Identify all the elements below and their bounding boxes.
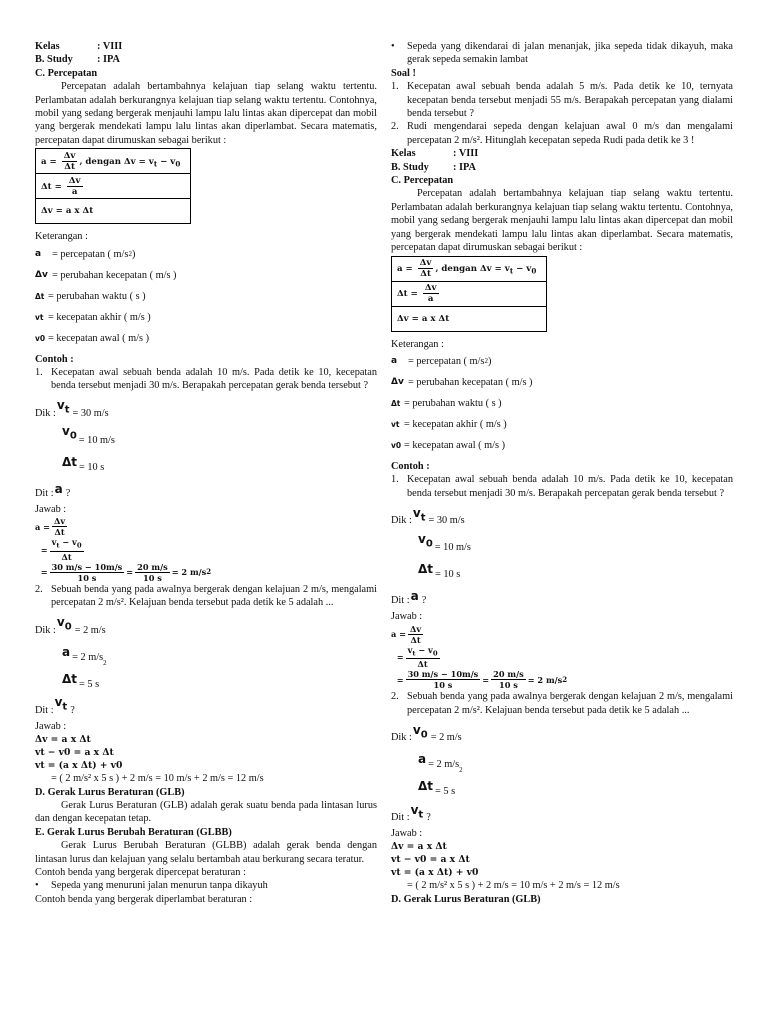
right-column xyxy=(391,40,733,906)
example-1: 1. Kecepatan awal sebuah benda adalah 10 m/s. Pada detik ke 10, kecepatan benda tersebut menjadi 30 m/s. Berapakah percepatan gerak benda tersebut ? xyxy=(35,367,377,392)
legend-item: v0 = kecepatan awal ( m/s ) xyxy=(35,332,150,344)
symbol-dv: Δv xyxy=(391,377,404,388)
symbol-vt: vt xyxy=(391,419,400,429)
ex2-result: = ( 2 m/s² x 5 s ) + 2 m/s = 10 m/s + 2 m/s = 12 m/s xyxy=(407,880,620,892)
legend-list xyxy=(35,244,377,349)
legend-item: Δt = perubahan waktu ( s ) xyxy=(35,290,146,302)
formula-a: a = $\frac{\Delta v}{\Delta t}$ , dengan $\Delta v = v_t - v_0$ xyxy=(392,256,547,281)
ex2-eq3: vt = (a x Δt) + v0 xyxy=(391,867,479,879)
bullet-item: • Sepeda yang dikendarai di jalan menanjak, jika sepeda tidak dikayuh, maka gerak sepeda semakin lambat xyxy=(391,41,733,66)
symbol-a: a xyxy=(35,249,42,260)
ex1-calc-line1: a = $\frac{\Delta v}{\Delta t}$ xyxy=(391,623,422,645)
formula-table xyxy=(35,148,191,224)
ex1-calc-line1: a = $\frac{\Delta v}{\Delta t}$ xyxy=(35,516,66,538)
symbol-vt: vt xyxy=(35,312,44,322)
ex1-given-v0: $v_0$ = 10 m/s xyxy=(418,531,471,554)
symbol-v0: v0 xyxy=(391,440,402,450)
contoh-heading: Contoh : xyxy=(35,353,74,365)
ex2-dit: Dit : $v_t$ ? xyxy=(35,695,75,716)
symbol-dv: Δv xyxy=(35,270,48,281)
ex2-given-dt: Δt = 5 s xyxy=(418,778,456,797)
ex1-dik: Dik : $v_t$ = 30 m/s xyxy=(391,505,465,527)
heading-percepatan: C. Percepatan xyxy=(35,67,98,79)
formula-dt: Δt = $\frac{\Delta v}{a}$ xyxy=(36,174,191,199)
example-2: 2. Sebuah benda yang pada awalnya bergerak dengan kelajuan 2 m/s, mengalami percepatan 2 m/s². Kelajuan benda tersebut pada detik ke 5 adalah ... xyxy=(391,691,733,716)
ex1-calc-line2: = $\frac{v_t - v_0}{\Delta t}$ xyxy=(391,644,438,670)
ex2-eq2: vt − v0 = a x Δt xyxy=(391,854,470,866)
soal-1: 1. Kecepatan awal sebuah benda adalah 5 m/s. Pada detik ke 10, ternyata kecepatan benda tersebut menjadi 55 m/s. Berapakah percepatan yang dialami benda tersebut ? xyxy=(391,81,733,120)
glbb-paragraph: Gerak Lurus Berubah Beraturan (GLBB) adalah gerak benda dengan lintasan lurus dan kelajuan yang selalu bertambah atau berkurang secara teratur. xyxy=(35,840,377,865)
keterangan-label: Keterangan : xyxy=(391,338,444,350)
ex1-given-dt: Δt = 10 s xyxy=(62,454,105,473)
symbol-a: a xyxy=(391,356,398,367)
contoh-dipercepat: Contoh benda yang bergerak dipercepat beraturan : xyxy=(35,866,246,878)
example-1: 1. Kecepatan awal sebuah benda adalah 10 m/s. Pada detik ke 10, kecepatan benda tersebut menjadi 30 m/s. Berapakah percepatan gerak benda tersebut ? xyxy=(391,474,733,499)
intro-paragraph: Percepatan adalah bertambahnya kelajuan tiap selang waktu tertentu. Perlambatan adalah berkurangnya kelajuan tiap selang waktu tertentu. Contohnya, mobil yang sedang bergerak menjauhi lampu lalu lintas akan dipercepat dan mobil yang bergerak mendekati lampu lalu lintas akan diperlambat. Secara matematis, percepatan dapat dirumuskan sebagai berikut : xyxy=(391,188,733,254)
class-line: Kelas : VIII xyxy=(391,148,479,160)
legend-item: Δv = perubahan kecepatan ( m/s ) xyxy=(391,376,533,388)
ex1-calc-line2: = $\frac{v_t - v_0}{\Delta t}$ xyxy=(35,537,82,562)
legend-item: a = percepatan ( m/s 2 ) xyxy=(391,355,492,367)
ex2-eq3: vt = (a x Δt) + v0 xyxy=(35,760,123,772)
study-line: B. Study : IPA xyxy=(391,161,476,173)
ex1-dik: Dik : $v_t$ = 30 m/s xyxy=(35,398,109,419)
left-column xyxy=(35,40,377,906)
ex2-given-dt: Δt = 5 s xyxy=(62,671,100,690)
symbol-dt: Δt xyxy=(35,291,45,301)
keterangan-label: Keterangan : xyxy=(35,231,88,243)
ex2-jawab: Jawab : xyxy=(391,827,423,839)
bullet-item: • Sepeda yang menuruni jalan menurun tanpa dikayuh xyxy=(35,880,268,892)
heading-glb: D. Gerak Lurus Beraturan (GLB) xyxy=(391,893,541,905)
legend-item: a = percepatan ( m/s 2 ) xyxy=(35,248,136,260)
intro-paragraph: Percepatan adalah bertambahnya kelajuan tiap selang waktu tertentu. Perlambatan adalah berkurangnya kelajuan tiap selang waktu tertentu. Contohnya, mobil yang sedang bergerak menjauhi lampu lalu lintas akan dipercepat dan mobil yang bergerak mendekati lampu lalu lintas akan diperlambat. Secara matematis, percepatan dapat dirumuskan sebagai berikut : xyxy=(35,81,377,146)
ex1-given-dt: Δt = 10 s xyxy=(418,562,461,581)
ex1-jawab: Jawab : xyxy=(35,503,67,515)
legend-item: v0 = kecepatan awal ( m/s ) xyxy=(391,439,506,451)
ex1-calc-line3: = $\frac{30 m/s - 10m/s}{10 s}$ = $\frac{20 m/s}{10 s}$ = 2 m/s 2 xyxy=(35,561,212,583)
class-line: Kelas : VIII xyxy=(35,41,123,52)
bullet-dot-icon: • xyxy=(35,880,39,892)
formula-a: a = $\frac{\Delta v}{\Delta t}$ , dengan $\Delta v = v_t - v_0$ xyxy=(36,149,191,174)
symbol-dt: Δt xyxy=(391,398,401,408)
ex2-eq1: Δv = a x Δt xyxy=(35,734,91,746)
ex1-jawab: Jawab : xyxy=(391,611,423,623)
ex2-given-a: a = 2 m/s 2 xyxy=(62,644,107,667)
soal-heading: Soal ! xyxy=(391,67,416,79)
ex2-eq2: vt − v0 = a x Δt xyxy=(35,747,114,759)
heading-percepatan: C. Percepatan xyxy=(391,175,454,187)
ex2-dik: Dik : $v_0$ = 2 m/s xyxy=(391,722,462,743)
formula-table xyxy=(391,256,547,332)
example-2: 2. Sebuah benda yang pada awalnya bergerak dengan kelajuan 2 m/s, mengalami percepatan 2 m/s². Kelajuan benda tersebut pada detik ke 5 adalah ... xyxy=(35,583,377,609)
study-line: B. Study : IPA xyxy=(35,54,120,66)
ex1-given-v0: $v_0$ = 10 m/s xyxy=(62,424,115,446)
formula-dv: Δv = a x Δt xyxy=(392,306,547,331)
ex2-result: = ( 2 m/s² x 5 s ) + 2 m/s = 10 m/s + 2 m/s = 12 m/s xyxy=(51,773,264,785)
legend-item: vt = kecepatan akhir ( m/s ) xyxy=(35,311,151,323)
ex1-calc-line3: = $\frac{30 m/s - 10m/s}{10 s}$ = $\frac{20 m/s}{10 s}$ = 2 m/s 2 xyxy=(391,669,568,691)
ex2-dik: Dik : $v_0$ = 2 m/s xyxy=(35,615,106,636)
ex1-dit: Dit : a ? xyxy=(391,589,427,607)
legend-item: vt = kecepatan akhir ( m/s ) xyxy=(391,418,507,430)
legend-item: Δt = perubahan waktu ( s ) xyxy=(391,397,502,409)
ex2-given-a: a = 2 m/s 2 xyxy=(418,751,463,774)
ex2-eq1: Δv = a x Δt xyxy=(391,841,447,853)
ex2-dit: Dit : $v_t$ ? xyxy=(391,802,431,823)
contoh-heading: Contoh : xyxy=(391,460,430,472)
symbol-v0: v0 xyxy=(35,333,46,343)
heading-glbb: E. Gerak Lurus Berubah Beraturan (GLBB) xyxy=(35,826,232,838)
legend-item: Δv = perubahan kecepatan ( m/s ) xyxy=(35,269,177,281)
ex2-jawab: Jawab : xyxy=(35,720,67,732)
formula-dv: Δv = a x Δt xyxy=(36,199,191,224)
formula-dt: Δt = $\frac{\Delta v}{a}$ xyxy=(392,281,547,306)
glb-paragraph: Gerak Lurus Beraturan (GLB) adalah gerak suatu benda pada lintasan lurus dan dengan kecepatan tetap. xyxy=(35,799,377,825)
bullet-dot-icon: • xyxy=(391,41,395,52)
ex1-dit: Dit : a ? xyxy=(35,481,71,499)
legend-list xyxy=(391,351,733,456)
heading-glb: D. Gerak Lurus Beraturan (GLB) xyxy=(35,786,185,798)
contoh-diperlambat: Contoh benda yang bergerak diperlambat beraturan : xyxy=(35,893,253,905)
soal-2: 2. Rudi mengendarai sepeda dengan kelajuan awal 0 m/s dan mengalami percepatan 2 m/s². Hitunglah kecepatan sepeda Rudi pada detik ke 3 ! xyxy=(391,121,733,146)
